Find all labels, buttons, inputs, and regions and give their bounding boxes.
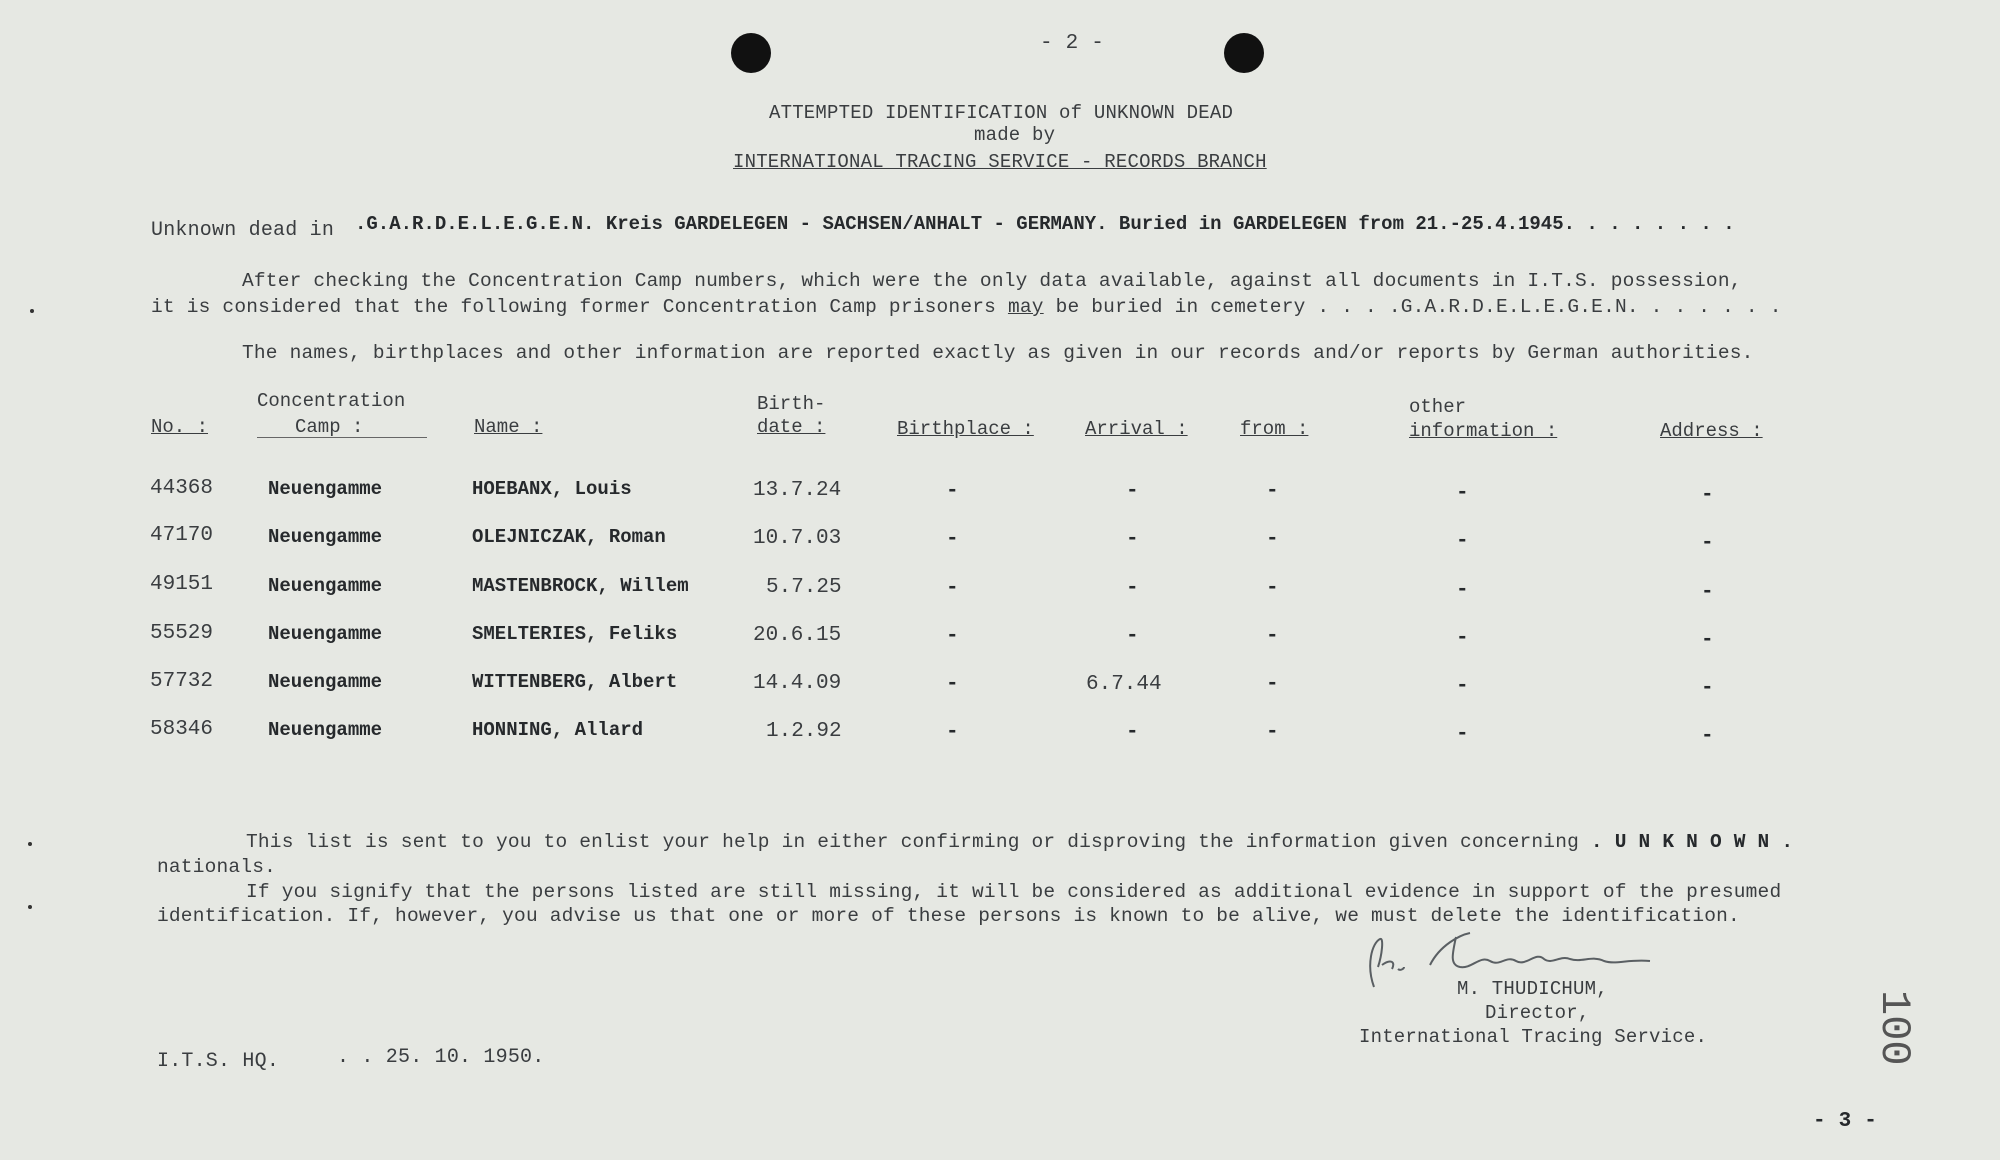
punch-hole-left — [731, 33, 771, 73]
cell-no: 47170 — [150, 524, 214, 547]
cell-camp: Neuengamme — [268, 478, 383, 500]
para3-line2: nationals. — [157, 856, 277, 878]
cell-other: - — [1456, 675, 1469, 698]
cell-other: - — [1456, 579, 1469, 602]
punch-hole-right — [1224, 33, 1264, 73]
para3-unknown: . U N K N O W N . — [1590, 831, 1794, 853]
cell-birthplace: - — [946, 528, 959, 551]
cell-from: - — [1266, 721, 1279, 744]
unknown-dead-location: .G.A.R.D.E.L.E.G.E.N. Kreis GARDELEGEN - SACHSEN/ANHALT - GERMANY. Buried in GARDELEGEN from 21.-25.4.1945. . . . . . . . — [355, 213, 1735, 235]
cell-no: 49151 — [150, 573, 214, 596]
col-birthplace: Birthplace : — [897, 418, 1034, 440]
signature-role: Director, — [1485, 1002, 1590, 1024]
cell-from: - — [1266, 577, 1279, 600]
cell-arrival: - — [1126, 480, 1139, 503]
cell-name: HONNING, Allard — [472, 719, 644, 741]
cell-no: 57732 — [150, 670, 214, 693]
cell-birthplace: - — [946, 577, 959, 600]
para1-line2-a: it is considered that the following former Concentration Camp prisoners — [151, 296, 997, 318]
col-other: information : — [1409, 420, 1558, 442]
cell-name: HOEBANX, Louis — [472, 478, 632, 500]
cell-birth: 10.7.03 — [753, 527, 842, 550]
cell-other: - — [1456, 482, 1469, 505]
col-address: Address : — [1660, 420, 1763, 442]
cell-arrival: - — [1126, 625, 1139, 648]
margin-mark — [28, 905, 32, 909]
para2: The names, birthplaces and other information are reported exactly as given in our records and/or reports by German authorities. — [242, 342, 1754, 364]
cell-other: - — [1456, 530, 1469, 553]
signature-name: M. THUDICHUM, — [1457, 978, 1608, 1000]
cell-birth: 13.7.24 — [753, 479, 842, 502]
cell-birth: 1.2.92 — [766, 720, 842, 743]
col-from: from : — [1240, 418, 1309, 440]
title-line-1: ATTEMPTED IDENTIFICATION of UNKNOWN DEAD — [769, 102, 1234, 124]
cell-from: - — [1266, 625, 1279, 648]
title-line-2: made by — [974, 124, 1056, 146]
cell-from: - — [1266, 673, 1279, 696]
cell-no: 58346 — [150, 718, 214, 741]
para4-line2: identification. If, however, you advise us that one or more of these persons is known to be alive, we must delete the identification. — [157, 905, 1740, 927]
col-camp-rule — [257, 437, 427, 438]
para3-line1 — [246, 831, 1793, 853]
margin-mark — [30, 309, 34, 313]
para1-line2 — [151, 296, 1782, 318]
page-number: - 2 - — [1040, 32, 1105, 55]
col-name: Name : — [474, 416, 543, 438]
para1-line1: After checking the Concentration Camp numbers, which were the only data available, against all documents in I.T.S. possession, — [242, 270, 1742, 292]
cell-name: MASTENBROCK, Willem — [472, 575, 689, 597]
cell-name: OLEJNICZAK, Roman — [472, 526, 666, 548]
cell-arrival: - — [1126, 528, 1139, 551]
cell-camp: Neuengamme — [268, 575, 383, 597]
col-other-top: other — [1409, 396, 1467, 418]
cell-camp: Neuengamme — [268, 671, 383, 693]
next-page-number: - 3 - — [1813, 1110, 1878, 1133]
col-camp-top: Concentration — [257, 390, 406, 412]
cell-address: - — [1701, 581, 1714, 604]
cell-address: - — [1701, 725, 1714, 748]
cell-birthplace: - — [946, 721, 959, 744]
cell-camp: Neuengamme — [268, 719, 383, 741]
cell-name: SMELTERIES, Feliks — [472, 623, 678, 645]
cell-no: 44368 — [150, 477, 214, 500]
unknown-dead-prefix: Unknown dead in — [151, 219, 335, 242]
col-arrival: Arrival : — [1085, 418, 1188, 440]
cell-birth: 5.7.25 — [766, 576, 842, 599]
cell-name: WITTENBERG, Albert — [472, 671, 678, 693]
col-no: No. : — [151, 416, 209, 438]
cell-camp: Neuengamme — [268, 623, 383, 645]
cell-camp: Neuengamme — [268, 526, 383, 548]
cell-birthplace: - — [946, 625, 959, 648]
para4-line1: If you signify that the persons listed are still missing, it will be considered as additional evidence in support of the presumed — [246, 881, 1782, 903]
col-birth: date : — [757, 416, 826, 438]
col-camp: Camp : — [295, 416, 364, 438]
cell-address: - — [1701, 484, 1714, 507]
cell-from: - — [1266, 480, 1279, 503]
title-line-3: INTERNATIONAL TRACING SERVICE - RECORDS BRANCH — [733, 151, 1267, 173]
cell-address: - — [1701, 532, 1714, 555]
cell-birthplace: - — [946, 480, 959, 503]
cell-address: - — [1701, 677, 1714, 700]
footer-hq: I.T.S. HQ. — [157, 1050, 280, 1073]
cell-birth: 14.4.09 — [753, 672, 842, 695]
cell-arrival: 6.7.44 — [1086, 673, 1162, 696]
footer-date: . . 25. 10. 1950. — [337, 1046, 545, 1069]
signature-org: International Tracing Service. — [1359, 1026, 1708, 1048]
cell-birth: 20.6.15 — [753, 624, 842, 647]
margin-mark — [28, 842, 32, 846]
cell-arrival: - — [1126, 577, 1139, 600]
cell-from: - — [1266, 528, 1279, 551]
cell-no: 55529 — [150, 622, 214, 645]
cell-birthplace: - — [946, 673, 959, 696]
cell-arrival: - — [1126, 721, 1139, 744]
para1-line2-b: be buried in cemetery . . . .G.A.R.D.E.L.E.G.E.N. . . . . . . — [1055, 296, 1782, 318]
col-birth-top: Birth- — [757, 393, 826, 415]
para3-line1-a: This list is sent to you to enlist your help in either confirming or disproving the information given concerning — [246, 831, 1580, 853]
para1-may: may — [1007, 296, 1044, 318]
cell-other: - — [1456, 723, 1469, 746]
cell-other: - — [1456, 627, 1469, 650]
edge-code: 100 — [1870, 990, 1918, 1066]
cell-address: - — [1701, 629, 1714, 652]
